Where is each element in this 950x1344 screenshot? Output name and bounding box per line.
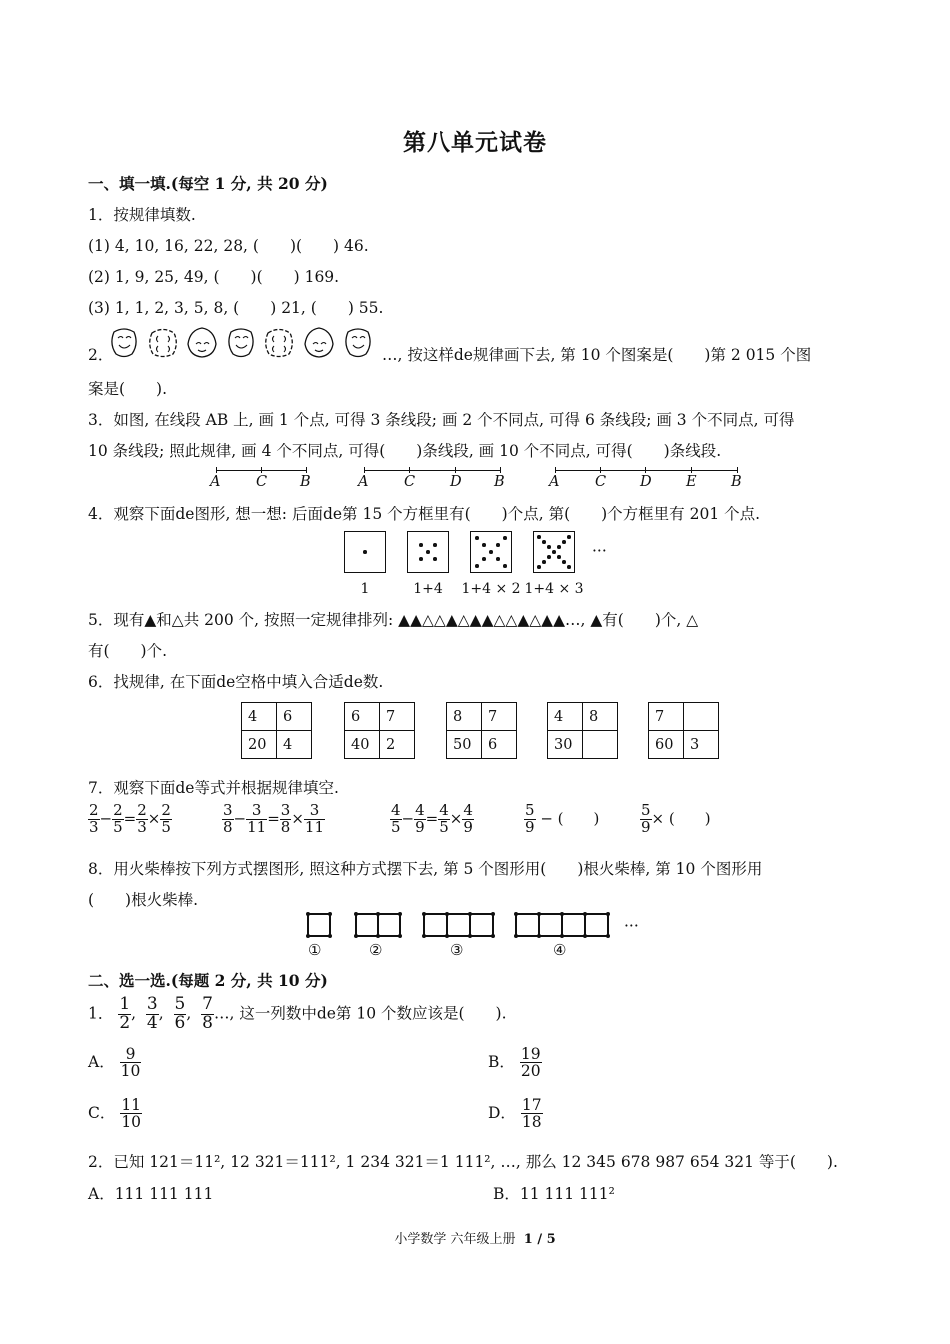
numerator: 2 bbox=[137, 801, 147, 819]
question-number: 1． bbox=[88, 1004, 114, 1023]
choice-q1-text: …, 这一列数中de第 10 个数应该是( ). bbox=[213, 1004, 507, 1023]
numerator: 4 bbox=[439, 801, 449, 819]
point-label: B bbox=[494, 474, 505, 490]
q4-continuation-dots: ··· bbox=[592, 542, 607, 560]
q8-continuation-dots: ··· bbox=[624, 917, 639, 935]
point-label: A bbox=[549, 474, 560, 490]
denominator: 6 bbox=[174, 1012, 186, 1033]
section-heading-choice: 二、选一选.(每题 2 分, 共 10 分) bbox=[88, 971, 328, 990]
point-label: D bbox=[640, 474, 652, 490]
numerator: 4 bbox=[391, 801, 401, 819]
figure-label-4: ④ bbox=[553, 941, 567, 959]
numerator: 4 bbox=[463, 801, 473, 819]
grid-cell: 30 bbox=[548, 731, 583, 759]
dot-box-1 bbox=[344, 531, 386, 573]
denominator: 5 bbox=[391, 817, 401, 836]
q2-text-continued: 案是( ). bbox=[88, 380, 168, 398]
numerator: 4 bbox=[415, 801, 425, 819]
page-title: 第八单元试卷 bbox=[403, 129, 547, 156]
q2-text: …, 按这样de规律画下去, 第 10 个图案是( )第 2 015 个图 bbox=[382, 346, 812, 364]
option-key: B． bbox=[488, 1052, 515, 1071]
point-label: C bbox=[256, 474, 268, 490]
numerator: 2 bbox=[89, 801, 99, 819]
fraction-equation-4: $\frac{5}{9}$ − ( ) bbox=[525, 801, 600, 836]
numerator: 5 bbox=[525, 801, 535, 819]
q8-line-1: 8．用火柴棒按下列方式摆图形, 照这种方式摆下去, 第 5 个图形用( )根火柴棒, 第 10 个图形用 bbox=[88, 860, 763, 878]
grid-cell: 2 bbox=[380, 731, 415, 759]
denominator: 9 bbox=[415, 817, 425, 836]
fraction-equation-5: $\frac{5}{9}$ × ( ) bbox=[641, 801, 711, 836]
dot-box-caption: 1+4 × 2 bbox=[461, 581, 521, 597]
smiley-face-icon bbox=[342, 326, 374, 360]
option-key: A． bbox=[88, 1052, 115, 1071]
grid-cell: 20 bbox=[242, 731, 277, 759]
grid-cell: 4 bbox=[548, 703, 583, 731]
denominator: 3 bbox=[89, 817, 99, 836]
denominator: 9 bbox=[525, 817, 535, 836]
numerator: 17 bbox=[521, 1096, 542, 1114]
number-grid-2 bbox=[344, 702, 415, 759]
page-number: 1 / 5 bbox=[523, 1232, 556, 1247]
number-grid-1 bbox=[241, 702, 312, 759]
number-grid-3 bbox=[446, 702, 517, 759]
numerator: 3 bbox=[304, 803, 325, 820]
smiley-face-icon bbox=[303, 326, 335, 360]
option-c bbox=[88, 1097, 142, 1131]
grid-cell: 40 bbox=[345, 731, 380, 759]
figure-label-3: ③ bbox=[450, 941, 464, 959]
numerator: 3 bbox=[146, 994, 158, 1014]
dot-box-4 bbox=[533, 531, 575, 573]
grid-cell: 50 bbox=[447, 731, 482, 759]
denominator: 5 bbox=[161, 817, 171, 836]
numerator: 5 bbox=[641, 801, 651, 819]
grid-cell: 4 bbox=[242, 703, 277, 731]
point-label: A bbox=[210, 474, 221, 490]
grid-cell: 60 bbox=[649, 731, 684, 759]
smiley-face-icon bbox=[262, 326, 296, 360]
figure-label-2: ② bbox=[369, 941, 383, 959]
q1-heading: 1．按规律填数. bbox=[88, 206, 196, 224]
point-label: B bbox=[300, 474, 311, 490]
q1-part-3: (3) 1, 1, 2, 3, 5, 8, ( ) 21, ( ) 55. bbox=[88, 299, 384, 317]
dot-box-3 bbox=[470, 531, 512, 573]
smiley-face-icon bbox=[186, 326, 218, 360]
fraction-equation-3: $\frac{4}{5}$ − $\frac{4}{9}$ = $\frac{4}{5}$ × $\frac{4}{9}$ bbox=[391, 801, 473, 836]
denominator: 4 bbox=[146, 1012, 158, 1033]
q6-text: 6．找规律, 在下面de空格中填入合适de数. bbox=[88, 673, 384, 691]
denominator: 20 bbox=[520, 1062, 541, 1081]
figure-label-1: ① bbox=[308, 941, 322, 959]
denominator: 18 bbox=[521, 1113, 542, 1132]
footer-text: 小学数学 六年级上册 bbox=[394, 1232, 516, 1247]
grid-cell: 8 bbox=[583, 703, 618, 731]
choice-q2-option-b: B．11 111 111² bbox=[493, 1185, 615, 1203]
numerator: 3 bbox=[223, 801, 233, 819]
q5-line-1: 5．现有▲和△共 200 个, 按照一定规律排列: ▲▲△△▲△▲▲△△▲△▲▲…, ▲有( )个, △ bbox=[88, 611, 699, 629]
denominator: 8 bbox=[202, 1012, 213, 1033]
point-label: C bbox=[595, 474, 607, 490]
numerator: 3 bbox=[246, 803, 267, 820]
grid-cell: 7 bbox=[482, 703, 517, 731]
number-grid-5 bbox=[648, 702, 719, 759]
numerator: 7 bbox=[202, 994, 213, 1014]
smiley-face-icon bbox=[146, 326, 180, 360]
q1-part-1: (1) 4, 10, 16, 22, 28, ( )( ) 46. bbox=[88, 237, 369, 255]
grid-cell: 7 bbox=[649, 703, 684, 731]
dot-box-2 bbox=[407, 531, 449, 573]
q7-text: 7．观察下面de等式并根据规律填空. bbox=[88, 779, 339, 797]
numerator: 9 bbox=[120, 1046, 142, 1063]
option-d bbox=[488, 1097, 543, 1131]
section-heading-fill-in: 一、填一填.(每空 1 分, 共 20 分) bbox=[88, 174, 328, 193]
page-footer bbox=[0, 1228, 950, 1247]
smiley-face-icon bbox=[225, 326, 257, 360]
denominator: 9 bbox=[463, 817, 473, 836]
point-label: C bbox=[404, 474, 416, 490]
denominator: 9 bbox=[641, 817, 651, 836]
q1-part-2: (2) 1, 9, 25, 49, ( )( ) 169. bbox=[88, 268, 340, 286]
answer-blank: ( ) bbox=[668, 809, 711, 828]
grid-cell: 6 bbox=[345, 703, 380, 731]
denominator: 8 bbox=[280, 817, 291, 836]
point-label: E bbox=[686, 474, 697, 490]
numerator: 1 bbox=[119, 994, 131, 1014]
choice-q2-text: 2．已知 121＝11², 12 321＝111², 1 234 321＝1 111², …, 那么 12 345 678 987 654 321 等于( ). bbox=[88, 1153, 838, 1171]
choice-q1: 1． $\frac{1}{2}$ , $\frac{3}{4}$ , $\frac{5}{6}$ , $\frac{7}{8}$ …, 这一列数中de第 10 个数应该是( ). bbox=[88, 994, 507, 1033]
matchstick-figures bbox=[300, 910, 620, 944]
fraction-equation-1: $\frac{2}{3}$ − $\frac{2}{5}$ = $\frac{2}{3}$ × $\frac{2}{5}$ bbox=[89, 801, 171, 836]
denominator: 3 bbox=[137, 817, 147, 836]
smiley-face-icon bbox=[108, 326, 140, 360]
fraction-equation-2: $\frac{3}{8}$ − $\frac{3}{11}$ = $\frac{3}{8}$ × $\frac{3}{11}$ bbox=[223, 801, 325, 836]
grid-cell: 6 bbox=[277, 703, 312, 731]
dot-box-caption: 1+4 bbox=[413, 581, 443, 597]
denominator: 10 bbox=[121, 1113, 142, 1132]
q5-line-2: 有( )个. bbox=[88, 642, 168, 660]
option-a bbox=[88, 1046, 141, 1080]
numerator: 11 bbox=[121, 1096, 142, 1114]
grid-cell: 4 bbox=[277, 731, 312, 759]
choice-q2-option-a: A．111 111 111 bbox=[88, 1185, 214, 1203]
dot-box-caption: 1+4 × 3 bbox=[524, 581, 584, 597]
denominator: 2 bbox=[119, 1012, 131, 1033]
q3-line-1: 3．如图, 在线段 AB 上, 画 1 个点, 可得 3 条线段; 画 2 个不同点, 可得 6 条线段; 画 3 个不同点, 可得 bbox=[88, 411, 795, 429]
dot-box-caption: 1 bbox=[360, 581, 370, 597]
denominator: 8 bbox=[223, 817, 233, 836]
numerator: 3 bbox=[280, 801, 291, 819]
point-label: B bbox=[731, 474, 742, 490]
grid-cell: 6 bbox=[482, 731, 517, 759]
grid-cell: 8 bbox=[447, 703, 482, 731]
denominator: 5 bbox=[439, 817, 449, 836]
numerator: 5 bbox=[174, 994, 186, 1014]
option-key: C． bbox=[88, 1103, 116, 1122]
denominator: 5 bbox=[113, 817, 123, 836]
point-label: D bbox=[450, 474, 462, 490]
numerator: 2 bbox=[161, 801, 171, 819]
q2-number: 2． bbox=[88, 346, 114, 364]
grid-cell bbox=[684, 703, 719, 731]
denominator: 11 bbox=[304, 817, 325, 836]
option-b bbox=[488, 1046, 542, 1080]
grid-cell bbox=[583, 731, 618, 759]
q3-line-2: 10 条线段; 照此规律, 画 4 个不同点, 可得( )条线段, 画 10 个不同点, 可得( )条线段. bbox=[88, 442, 722, 460]
denominator: 10 bbox=[120, 1062, 141, 1081]
point-label: A bbox=[358, 474, 369, 490]
q8-line-2: ( )根火柴棒. bbox=[88, 891, 199, 909]
numerator: 2 bbox=[113, 801, 123, 819]
grid-cell: 7 bbox=[380, 703, 415, 731]
grid-cell: 3 bbox=[684, 731, 719, 759]
denominator: 11 bbox=[247, 817, 267, 836]
answer-blank: ( ) bbox=[557, 809, 600, 828]
q4-text: 4．观察下面de图形, 想一想: 后面de第 15 个方框里有( )个点, 第( )个方框里有 201 个点. bbox=[88, 505, 761, 523]
number-grid-4 bbox=[547, 702, 618, 759]
numerator: 19 bbox=[520, 1045, 541, 1063]
option-key: D． bbox=[488, 1103, 516, 1122]
